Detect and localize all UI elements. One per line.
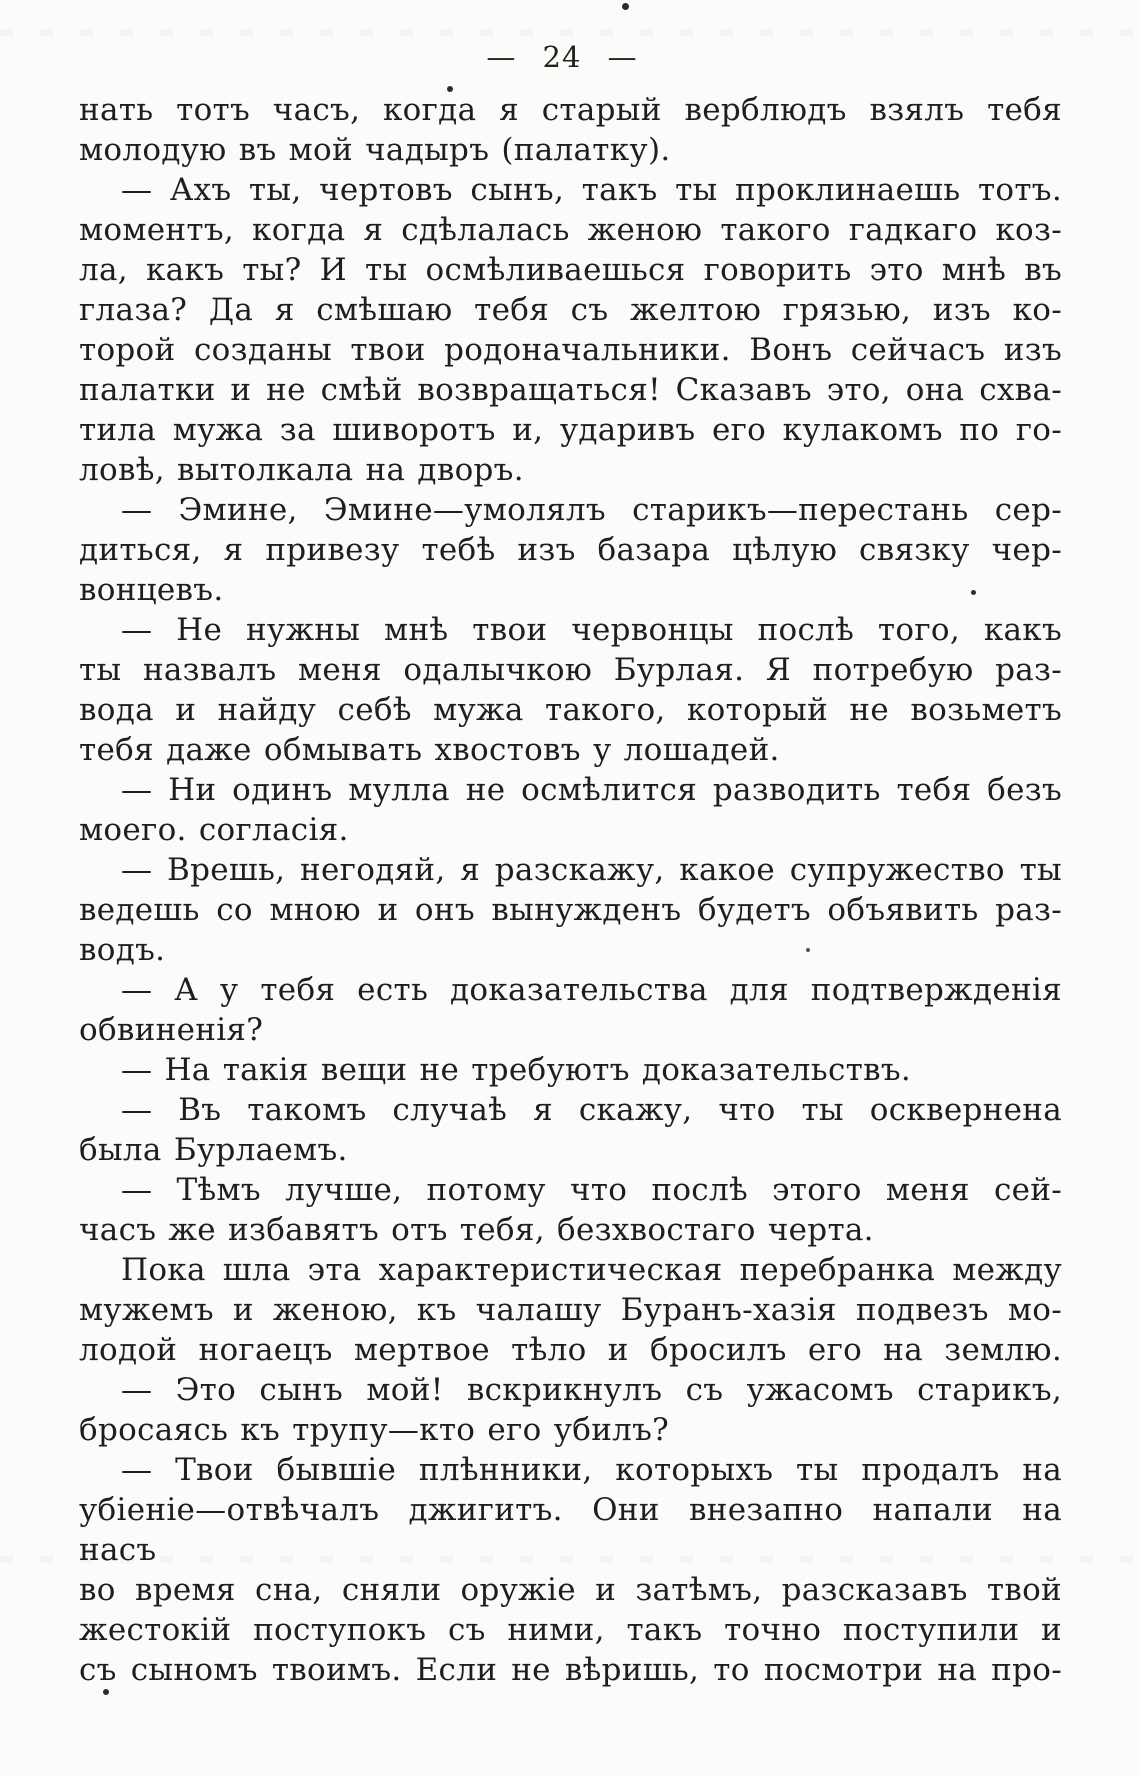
text-line: — Въ такомъ случаѣ я скажу, что ты осквернена xyxy=(121,1092,1062,1128)
text-line: часъ же избавятъ отъ тебя, безхвостаго черта. xyxy=(79,1212,874,1248)
text-line: — Тѣмъ лучше, потому что послѣ этого меня сей- xyxy=(121,1172,1062,1208)
text-block xyxy=(79,90,1062,1690)
text-line: ла, какъ ты? И ты осмѣливаешься говорить это мнѣ въ xyxy=(79,252,1062,288)
text-line: водъ. xyxy=(79,932,166,968)
text-line: торой созданы твои родоначальники. Вонъ сейчасъ изъ xyxy=(79,332,1062,368)
text-line: — На такія вещи не требуютъ доказательствъ. xyxy=(121,1052,912,1088)
text-line: моментъ, когда я сдѣлалась женою такого гадкаго коз- xyxy=(79,212,1062,248)
text-line: моего. согласія. xyxy=(79,812,349,848)
text-line: тебя даже обмывать хвостовъ у лошадей. xyxy=(79,732,780,768)
text-line: — Твои бывшіе плѣнники, которыхъ ты продалъ на xyxy=(121,1452,1062,1488)
text-line: — Ни одинъ мулла не осмѣлится разводить тебя безъ xyxy=(121,772,1062,808)
text-line: палатки и не смѣй возвращаться! Сказавъ это, она схва- xyxy=(79,372,1062,408)
text-line: глаза? Да я смѣшаю тебя съ желтою грязью, изъ ко- xyxy=(79,292,1062,328)
text-line: была Бурлаемъ. xyxy=(79,1132,348,1168)
text-line: молодую въ мой чадыръ (палатку). xyxy=(79,132,671,168)
text-line: во время сна, сняли оружіе и затѣмъ, разсказавъ твой xyxy=(79,1572,1062,1608)
text-line: ловѣ, вытолкала на дворъ. xyxy=(79,452,524,488)
text-line: лодой ногаецъ мертвое тѣло и бросилъ его на землю. xyxy=(79,1332,1062,1368)
text-line: — Эмине, Эмине—умолялъ старикъ—перестань сер- xyxy=(121,492,1062,528)
text-line: — Врешь, негодяй, я разскажу, какое супружество ты xyxy=(121,852,1062,888)
scan-noise-band xyxy=(0,29,1140,36)
text-line: жестокій поступокъ съ ними, такъ точно поступили и xyxy=(79,1612,1062,1648)
ink-speck xyxy=(103,1689,109,1695)
text-line: Пока шла эта характеристическая перебранка между xyxy=(121,1252,1062,1288)
text-line: — Это сынъ мой! вскрикнулъ съ ужасомъ старикъ, xyxy=(121,1372,1062,1408)
text-line: обвиненія? xyxy=(79,1012,264,1048)
text-line: тила мужа за шиворотъ и, ударивъ его кулакомъ по го- xyxy=(79,412,1062,448)
ink-speck xyxy=(806,948,810,952)
text-line: ведешь со мною и онъ вынужденъ будетъ объявить раз- xyxy=(79,892,1062,928)
text-line: вонцевъ. xyxy=(79,572,224,608)
ink-speck xyxy=(447,86,453,92)
text-line: ты назвалъ меня одалычкою Бурлая. Я потребую раз- xyxy=(79,652,1062,688)
text-line: мужемъ и женою, къ чалашу Буранъ-хазія подвезъ мо- xyxy=(79,1292,1062,1328)
text-line: съ сыномъ твоимъ. Если не вѣришь, то посмотри на про- xyxy=(79,1652,1062,1688)
text-line: диться, я привезу тебѣ изъ базара цѣлую связку чер- xyxy=(79,532,1062,568)
ink-speck xyxy=(622,3,629,10)
text-line: — Не нужны мнѣ твои червонцы послѣ того, какъ xyxy=(121,612,1062,648)
ink-speck xyxy=(971,590,976,595)
text-line: нать тотъ часъ, когда я старый верблюдъ взялъ тебя xyxy=(79,92,1062,128)
text-line: бросаясь къ трупу—кто его убилъ? xyxy=(79,1412,670,1448)
text-line: — А у тебя есть доказательства для подтвержденія xyxy=(121,972,1062,1008)
page-number-header: — 24 — xyxy=(486,40,638,74)
text-line: убіеніе—отвѣчалъ джигитъ. Они внезапно напали на насъ xyxy=(79,1492,1062,1568)
text-line: вода и найду себѣ мужа такого, который не возьметъ xyxy=(79,692,1062,728)
text-line: — Ахъ ты, чертовъ сынъ, такъ ты проклинаешь тотъ. xyxy=(121,172,1062,208)
